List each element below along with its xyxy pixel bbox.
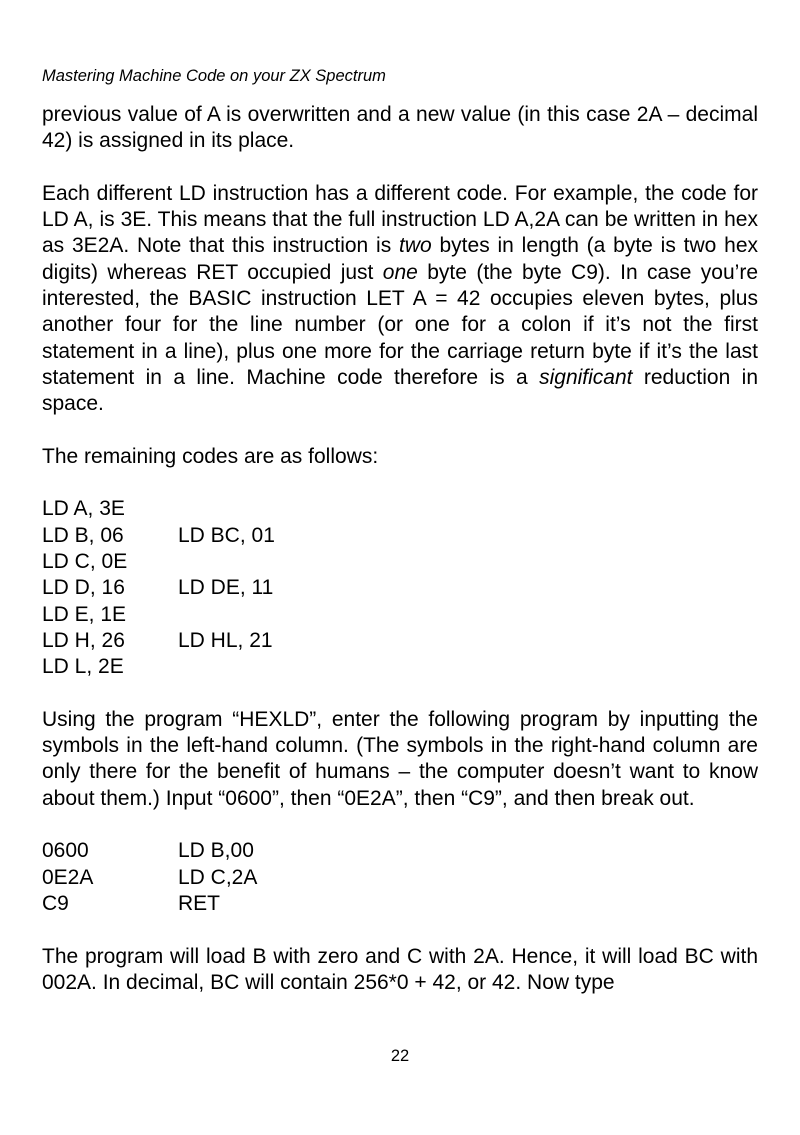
paragraph-ld-codes [42,181,758,418]
program-listing [42,838,758,917]
paragraph-remaining-codes: The remaining codes are as follows: [42,444,379,468]
single-register-code: LD A, 3E [42,497,125,521]
paragraph-a-overwrite: previous value of A is overwritten and a new value (in this case 2A – decimal 42) is assigned in its place. [42,103,758,153]
program-row [42,891,758,917]
code-row [42,496,758,522]
emphasis-one: one [382,260,418,284]
single-register-code: LD L, 2E [42,655,124,679]
mnemonic: LD C,2A [178,865,258,889]
running-header: Mastering Machine Code on your ZX Spectrum [42,67,386,85]
code-row [42,575,758,601]
program-row [42,865,758,891]
code-row [42,654,758,680]
register-pair-code: LD HL, 21 [178,628,273,652]
paragraph-hexld-instructions: Using the program “HEXLD”, enter the following program by inputting the symbols in the left-hand column. (The symbols in the right-hand column are only there for the benefit of humans – the computer doesn’t want to know about them.) Input “0600”, then “0E2A”, then “C9”, and then break out. [42,707,758,810]
single-register-code: LD D, 16 [42,576,125,600]
single-register-code: LD C, 0E [42,550,128,574]
mnemonic: LD B,00 [178,839,254,863]
single-register-code: LD B, 06 [42,523,124,547]
program-row [42,838,758,864]
paragraph-bc-result: The program will load B with zero and C with 2A. Hence, it will load BC with 002A. In decimal, BC will contain 256*0 + 42, or 42. Now type [42,944,758,994]
page-body [42,102,758,1022]
emphasis-significant: significant [539,365,633,389]
text-span: reduction in space. [42,365,758,416]
ld-codes-list [42,496,758,680]
hex-code: C9 [42,891,69,915]
single-register-code: LD H, 26 [42,628,125,652]
emphasis-two: two [399,234,432,258]
code-row [42,602,758,628]
register-pair-code: LD DE, 11 [178,576,274,600]
hex-code: 0E2A [42,865,94,889]
text-span: Each different LD instruction has a different code. For example, the code for LD A, is 3E. This means that the full instruction LD A,2A can be written in hex as 3E2A. Note that this instruction is [42,181,758,258]
single-register-code: LD E, 1E [42,602,127,626]
mnemonic: RET [178,891,220,915]
hex-code: 0600 [42,839,89,863]
text-span: bytes in length (a byte is two hex digits) whereas RET occupied just [42,234,758,284]
code-row [42,549,758,575]
page-number: 22 [390,1047,410,1065]
text-span: byte (the byte C9). In case you’re interested, the BASIC instruction LET A = 42 occupies eleven bytes, plus another four for the line number (or one for a colon if it’s not the first statement in a line), plus one more for the carriage return byte if it’s the last statement in a line. Machine code therefore is a [42,260,758,389]
register-pair-code: LD BC, 01 [178,523,275,547]
code-row [42,628,758,654]
code-row [42,523,758,549]
